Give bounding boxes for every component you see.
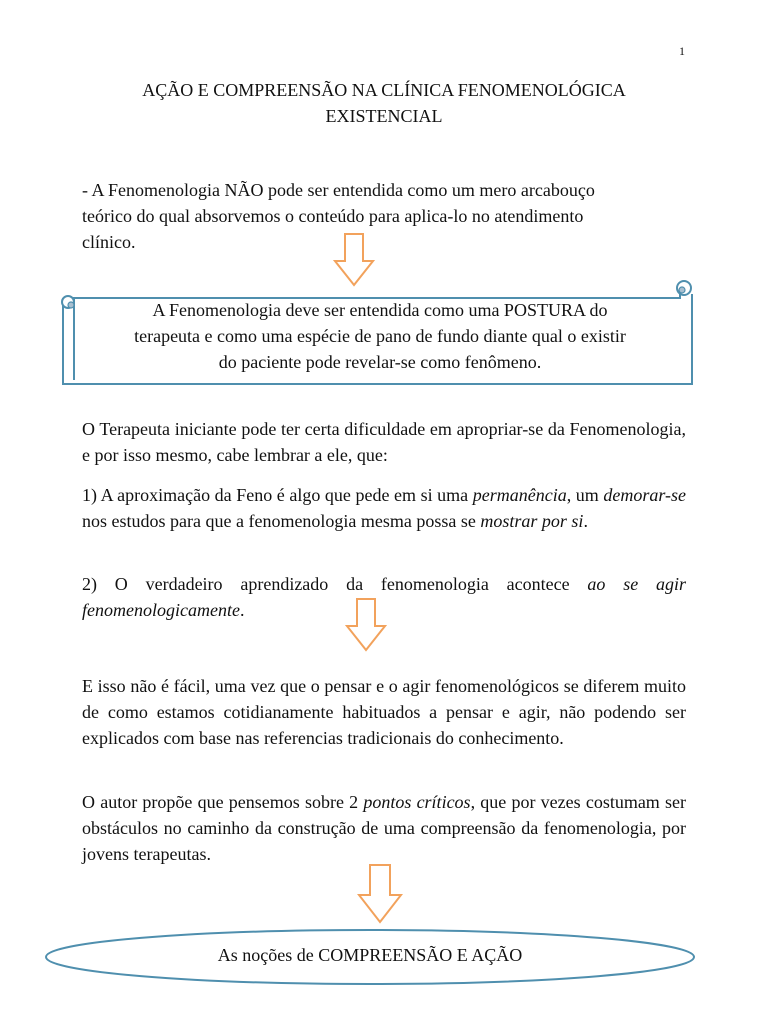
down-arrow-icon [345,598,387,652]
point-one-emphasis-3: mostrar por si [480,511,584,531]
autor-text-2: , que por vezes costumam ser obstáculos no caminho da construção de uma compreensão da fenomenologia, por jovens terapeutas. [82,792,687,864]
point-one-text-2: , um [566,485,604,505]
ellipse-text: As noções de COMPREENSÃO E AÇÃO [217,945,523,965]
intro-paragraph [82,177,686,255]
scroll-banner-text [78,297,682,375]
down-arrow-icon [357,864,403,924]
document-title [60,77,708,129]
down-arrow-icon [333,233,375,287]
point-two-text-1: 2) O verdadeiro aprendizado da fenomenologia acontece [82,574,588,594]
intro-line-3: clínico. [82,232,136,252]
scroll-line-3: do paciente pode revelar-se como fenômeno. [218,352,542,372]
intro-line-2: teórico do qual absorvemos o conteúdo para aplica-lo no atendimento [82,206,584,226]
paragraph-autor [82,789,686,867]
scroll-line-2: terapeuta e como uma espécie de pano de fundo diante qual o existir [134,326,626,346]
point-one-text-3: nos estudos para que a fenomenologia mesma possa se [82,511,481,531]
paragraph-facil: E isso não é fácil, uma vez que o pensar e o agir fenomenológicos se diferem muito de como estamos cotidianamente habituados a pensar e agir, não podendo ser explicados com base nas referencias tradicionais do conhecimento. [82,676,686,748]
point-two-text-2: . [239,600,245,620]
scroll-line-1: A Fenomenologia deve ser entendida como uma POSTURA do [152,300,608,320]
autor-text-1: O autor propõe que pensemos sobre 2 [82,792,364,812]
point-one-text-4: . [583,511,588,531]
point-one-emphasis-2: demorar-se [603,485,686,505]
page-number: 1 [679,44,685,58]
autor-emphasis: pontos críticos [363,792,471,812]
intro-line-1: - A Fenomenologia NÃO pode ser entendida como um mero arcabouço [82,180,595,200]
paragraph-terapeuta: O Terapeuta iniciante pode ter certa dificuldade em apropriar-se da Fenomenologia, e por isso mesmo, cabe lembrar a ele, que: [82,419,686,465]
point-one-text-1: 1) A aproximação da Feno é algo que pede em si uma [82,485,473,505]
title-line-1: AÇÃO E COMPREENSÃO NA CLÍNICA FENOMENOLÓGICA [142,80,626,100]
title-line-2: EXISTENCIAL [325,106,443,126]
point-one [82,482,686,534]
point-one-emphasis-1: permanência [472,485,567,505]
point-two-emphasis-1: ao se agir fenomenologicamente [82,574,687,620]
